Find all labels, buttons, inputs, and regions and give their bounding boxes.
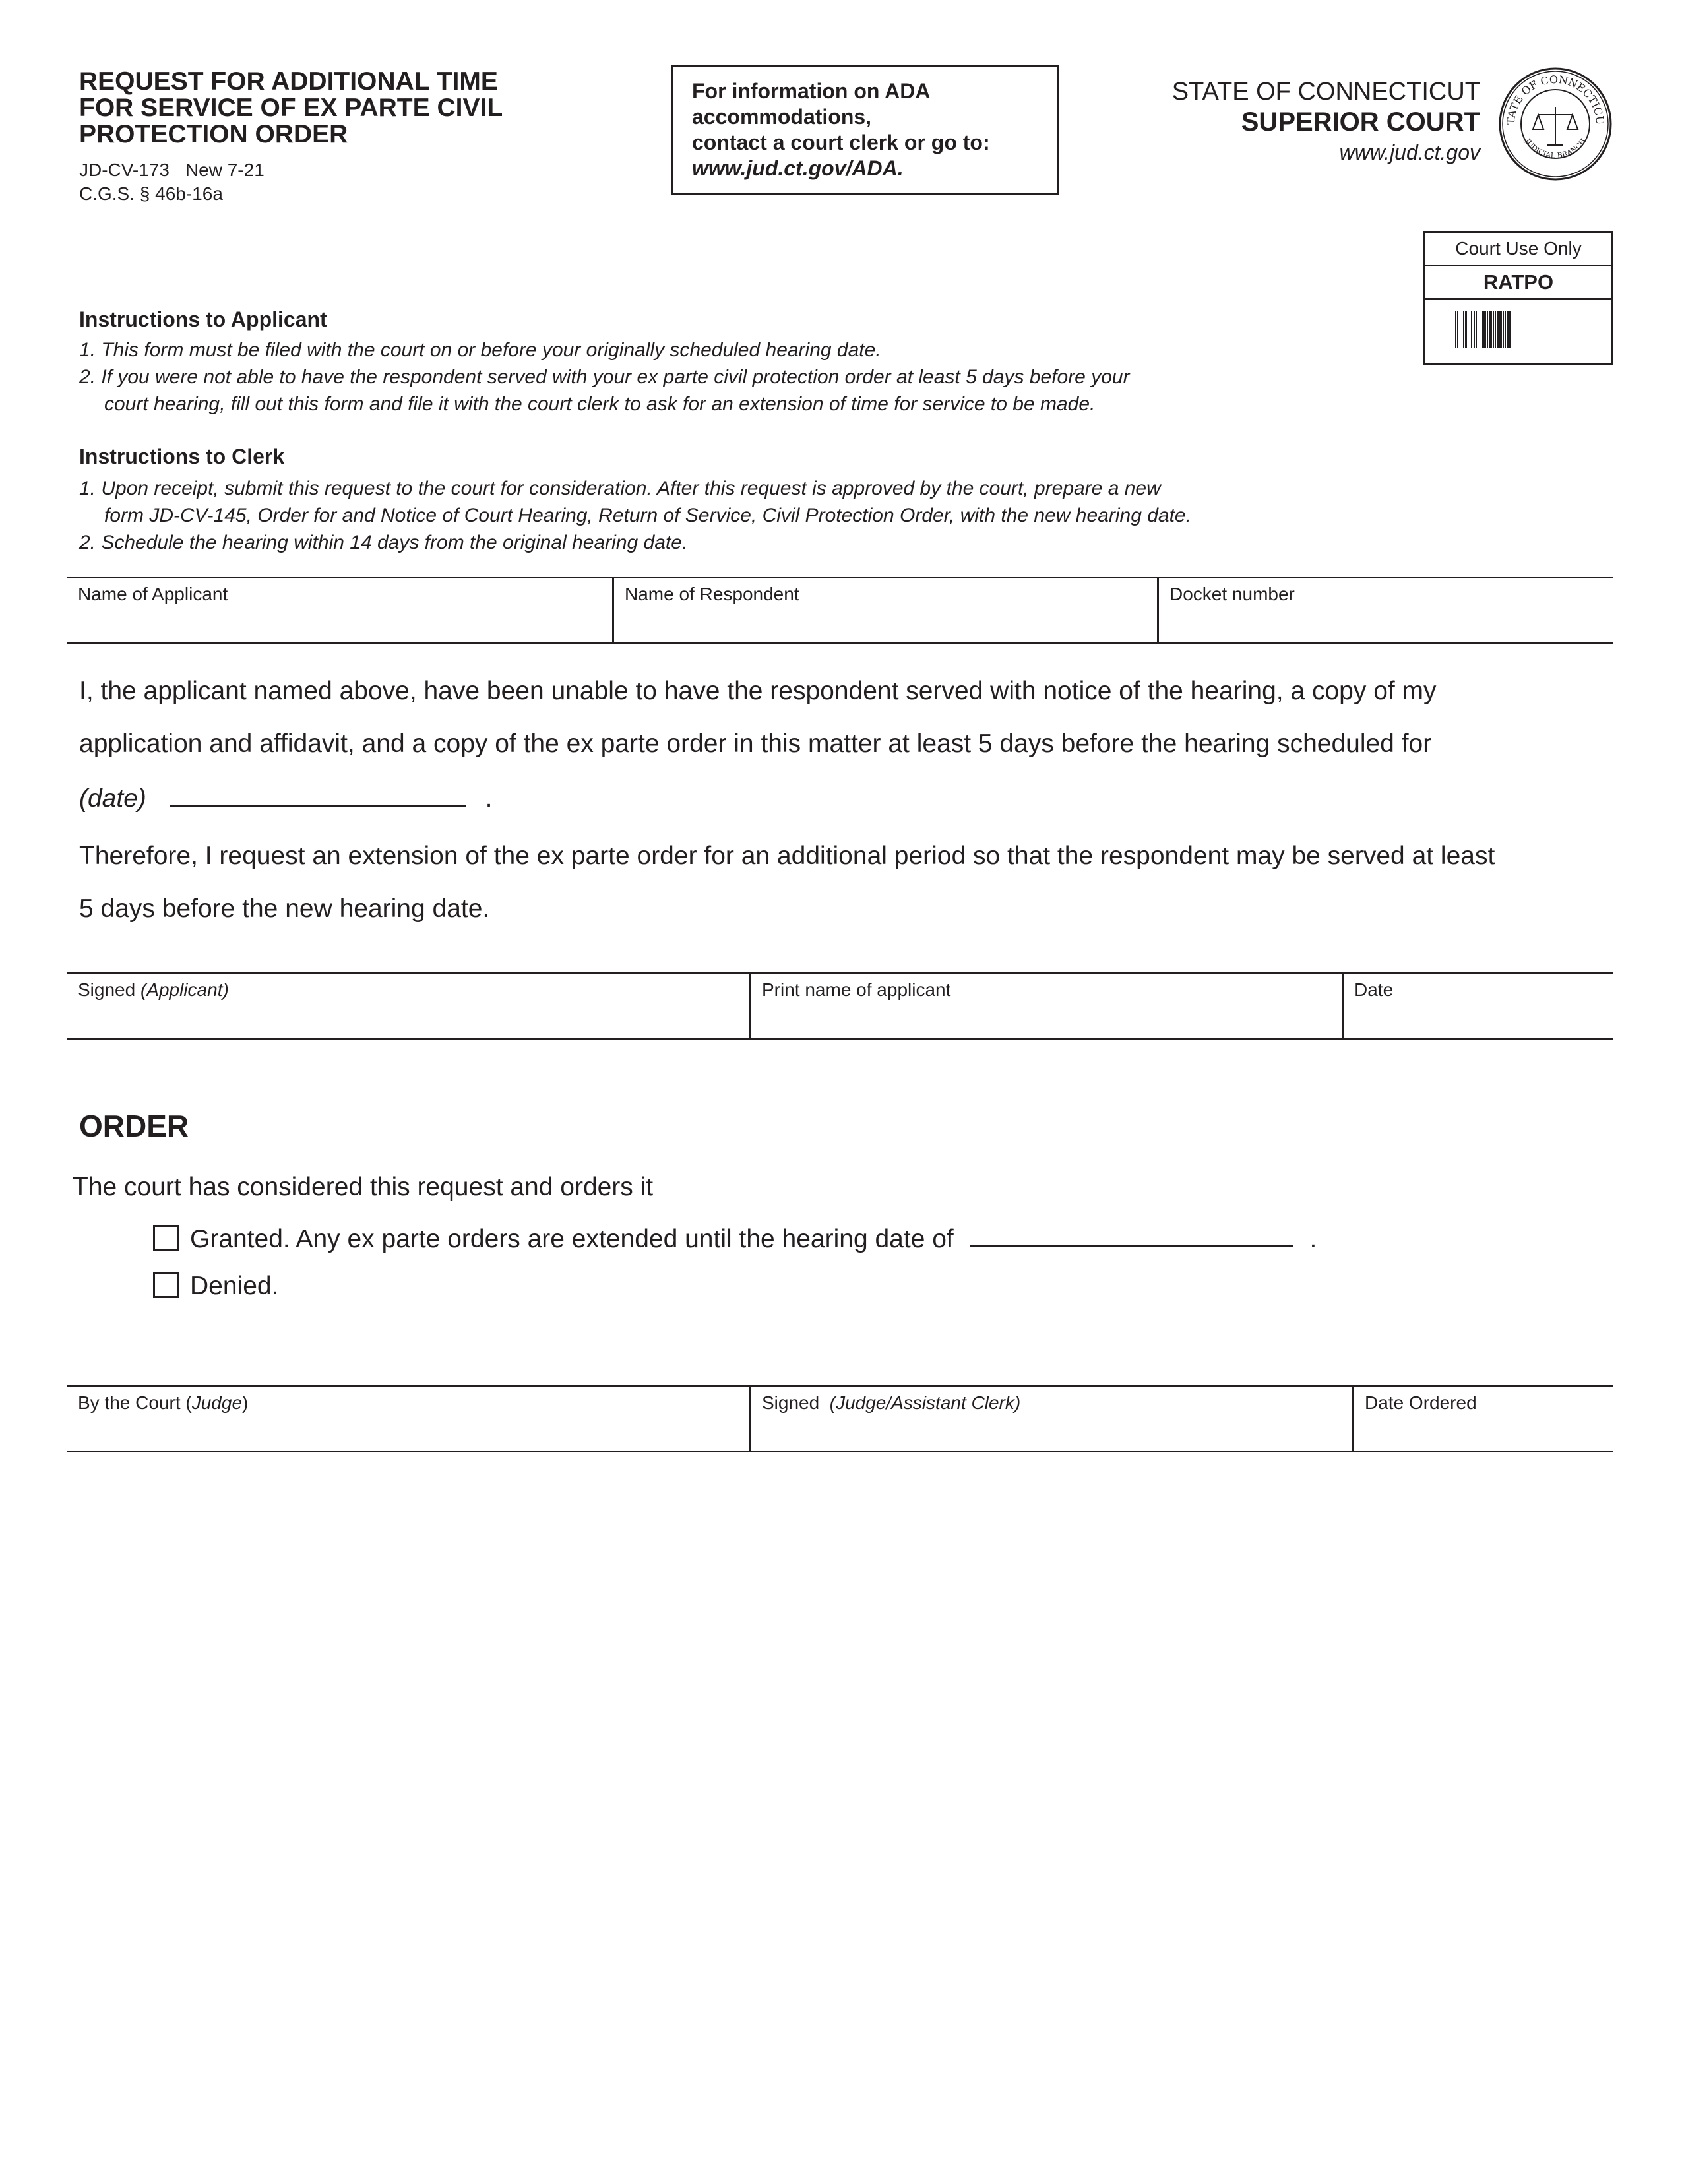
barcode-bar [1497, 311, 1499, 348]
granted-label: Granted. Any ex parte orders are extended until the hearing date of [190, 1225, 954, 1253]
extended-hearing-date-input[interactable] [970, 1222, 1293, 1247]
order-heading: ORDER [79, 1109, 189, 1143]
instruction-item: 2. Schedule the hearing within 14 days from the original hearing date. [79, 532, 688, 553]
barcode-bar [1487, 311, 1488, 348]
field-label: Signed [762, 1392, 820, 1413]
court-use-only-box [1423, 231, 1613, 365]
court-website[interactable]: www.jud.ct.gov [1339, 140, 1480, 164]
seal-bottom-text: JUDICIAL BRANCH [1523, 137, 1588, 160]
punctuation: . [485, 784, 493, 813]
barcode-bar [1503, 311, 1504, 348]
granted-checkbox[interactable] [153, 1225, 179, 1251]
barcode-bar [1463, 311, 1464, 348]
barcode-bar [1455, 311, 1456, 348]
state-name: STATE OF CONNECTICUT [1171, 78, 1480, 106]
barcode [1452, 309, 1584, 350]
instructions-clerk-heading: Instructions to Clerk [79, 445, 285, 468]
request-line: Therefore, I request an extension of the ex parte order for an additional period so that the respondent may be served at least [79, 842, 1495, 870]
barcode-bar [1493, 311, 1494, 348]
statement-line: I, the applicant named above, have been unable to have the respondent served with notice of the hearing, a copy of my [79, 677, 1437, 705]
field-label: Docket number [1169, 584, 1295, 604]
instruction-item: 1. Upon receipt, submit this request to the court for consideration. After this request is approved by the court, prepare a new [79, 478, 1161, 499]
form-number: JD-CV-173 [79, 160, 170, 180]
party-fields-row [67, 577, 1613, 644]
hearing-date-input[interactable] [170, 781, 466, 807]
field-label: Date [1354, 980, 1394, 1000]
field-label: By the Court ( [78, 1392, 192, 1413]
form-title-line: FOR SERVICE OF EX PARTE CIVIL [79, 94, 503, 122]
seal-top-text: TATE OF CONNECTICU [1504, 73, 1607, 125]
field-label: Date Ordered [1365, 1392, 1477, 1413]
punctuation: . [1309, 1225, 1317, 1253]
date-label: (date) [79, 784, 146, 813]
applicant-signature-field[interactable] [67, 974, 751, 1038]
barcode-bar [1489, 311, 1491, 348]
ada-line: contact a court clerk or go to: [692, 131, 990, 154]
instruction-item: 1. This form must be filed with the court on or before your originally scheduled hearing date. [79, 339, 881, 361]
barcode-bar [1476, 311, 1477, 348]
date-ordered-field[interactable] [1352, 1387, 1613, 1451]
instruction-item: 2. If you were not able to have the respondent served with your ex parte civil protection order at least 5 days before your [79, 366, 1130, 388]
barcode-bar [1482, 311, 1483, 348]
barcode-bar [1483, 311, 1485, 348]
barcode-bar [1457, 311, 1458, 348]
ada-line: For information on ADA [692, 79, 931, 103]
field-label: Print name of applicant [762, 980, 951, 1000]
barcode-bar [1501, 311, 1502, 348]
instructions-applicant-list [79, 336, 1332, 418]
ada-info-box [671, 65, 1059, 195]
barcode-bar [1465, 311, 1467, 348]
form-title [79, 69, 580, 148]
docket-number-field[interactable] [1157, 578, 1613, 642]
barcode-bar [1509, 311, 1511, 348]
instruction-item: form JD-CV-145, Order for and Notice of Court Hearing, Return of Service, Civil Protection Order, with the new hearing date. [104, 505, 1191, 526]
field-label-role: Judge [191, 1392, 243, 1413]
signature-fields-row [67, 972, 1613, 1040]
hearing-date-row [79, 781, 492, 813]
statement-line: application and affidavit, and a copy of the ex parte order in this matter at least 5 days before the hearing scheduled for [79, 730, 1432, 758]
barcode-bar [1495, 311, 1496, 348]
signature-date-field[interactable] [1342, 974, 1613, 1038]
denied-option [153, 1272, 278, 1301]
granted-option [153, 1222, 1317, 1254]
print-name-field[interactable] [749, 974, 1343, 1038]
respondent-name-field[interactable] [612, 578, 1157, 642]
field-label: ) [242, 1392, 249, 1413]
barcode-bar [1471, 311, 1472, 348]
field-label-role: (Applicant) [140, 980, 229, 1000]
ada-line: accommodations, [692, 105, 872, 129]
court-use-code: RATPO [1425, 266, 1611, 300]
barcode-bar [1499, 311, 1501, 348]
applicant-name-field[interactable] [67, 578, 613, 642]
instructions-applicant-heading: Instructions to Applicant [79, 307, 327, 331]
barcode-bar [1485, 311, 1486, 348]
denied-checkbox[interactable] [153, 1272, 179, 1298]
court-use-label: Court Use Only [1425, 233, 1611, 266]
field-label: Name of Applicant [78, 584, 228, 604]
field-label: Name of Respondent [625, 584, 799, 604]
request-line: 5 days before the new hearing date. [79, 894, 490, 923]
field-label: Signed [78, 980, 136, 1000]
barcode-bar [1474, 311, 1475, 348]
denied-label: Denied. [190, 1272, 279, 1300]
barcode-bar [1491, 311, 1492, 348]
field-label-role: (Judge/Assistant Clerk) [829, 1392, 1021, 1413]
court-name: SUPERIOR COURT [1241, 108, 1480, 137]
court-heading [1172, 77, 1480, 168]
form-revision: New 7-21 [185, 160, 265, 180]
ada-link[interactable]: www.jud.ct.gov/ADA. [692, 156, 904, 180]
instruction-item: court hearing, fill out this form and file it with the court clerk to ask for an extension of time for service to be made. [104, 393, 1096, 415]
barcode-bar [1507, 311, 1509, 348]
instructions-clerk-list [79, 475, 1365, 556]
form-identifiers [79, 158, 265, 206]
barcode-bar [1505, 311, 1506, 348]
form-title-line: REQUEST FOR ADDITIONAL TIME [79, 67, 498, 96]
statute-reference: C.G.S. § 46b-16a [79, 183, 223, 204]
by-the-court-field[interactable] [67, 1387, 751, 1451]
court-fields-row [67, 1385, 1613, 1452]
order-intro: The court has considered this request and orders it [73, 1173, 654, 1201]
form-title-line: PROTECTION ORDER [79, 120, 348, 148]
judicial-branch-seal [1497, 66, 1613, 182]
scales-of-justice-icon [1533, 107, 1578, 145]
judge-signature-field[interactable] [749, 1387, 1354, 1451]
